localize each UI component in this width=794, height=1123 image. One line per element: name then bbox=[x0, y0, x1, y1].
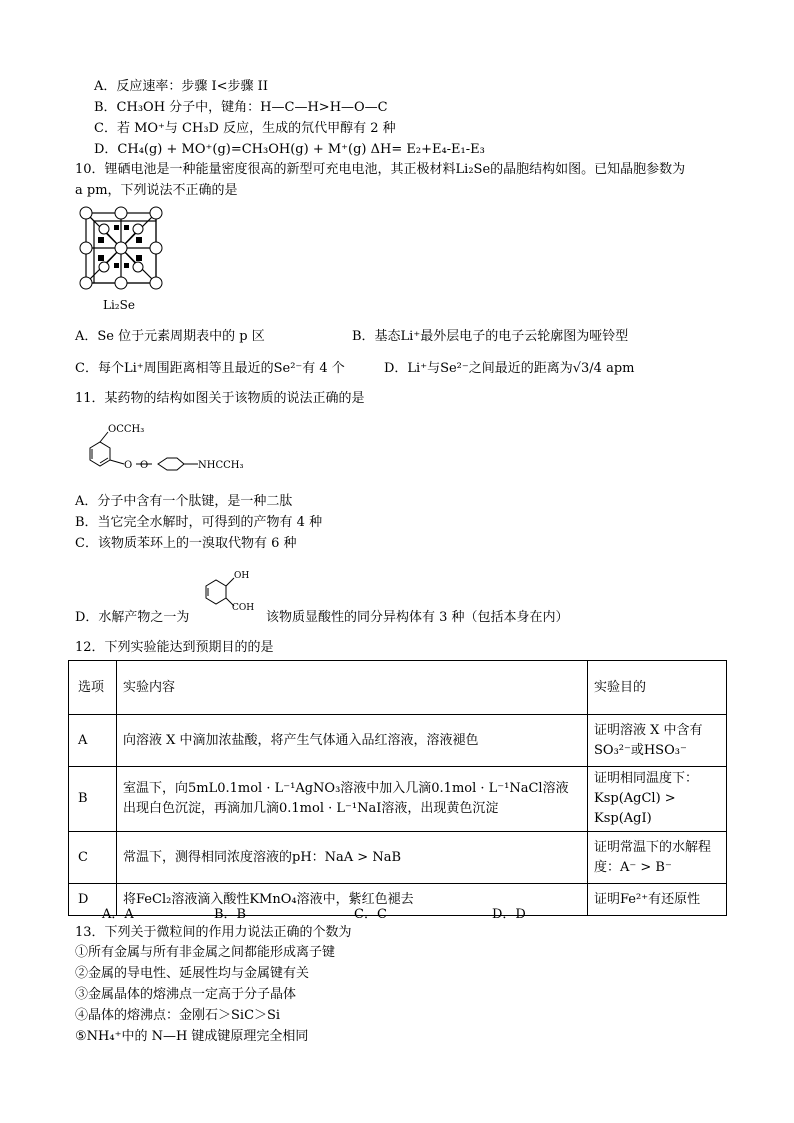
q9-option-d: D．CH₄(g) + MO⁺(g)=CH₃OH(g) + M⁺(g) ΔH= E₂+E₄-E₁-E₃ bbox=[94, 142, 485, 157]
q11-option-d-suffix: 该物质显酸性的同分异构体有 3 种（包括本身在内） bbox=[266, 610, 569, 625]
table-header-purpose: 实验目的 bbox=[588, 661, 727, 715]
q9-option-b: B．CH₃OH 分子中，键角：H—C—H>H—O—C bbox=[94, 100, 388, 115]
q12-answer-b: B．B bbox=[214, 907, 247, 922]
ester-o-label: O bbox=[124, 460, 133, 471]
q11-option-b: B．当它完全水解时，可得到的产物有 4 种 bbox=[75, 515, 323, 530]
q12-stem: 12．下列实验能达到预期目的的是 bbox=[75, 640, 274, 655]
crystal-label: Li₂Se bbox=[103, 298, 135, 312]
drug-structure-diagram bbox=[78, 418, 254, 484]
q10-option-a: A．Se 位于元素周期表中的 p 区 bbox=[75, 329, 265, 344]
q11-stem: 11．某药物的结构如图关于该物质的说法正确的是 bbox=[75, 391, 365, 406]
amide-label: NHCCH₃ bbox=[198, 460, 244, 471]
table-header-option: 选项 bbox=[69, 661, 117, 715]
q13-item-4: ④晶体的熔沸点：金刚石＞SiC＞Si bbox=[75, 1008, 281, 1023]
table-row: A 向溶液 X 中滴加浓盐酸，将产生气体通入品红溶液，溶液褪色 证明溶液 X 中含有 SO₃²⁻或HSO₃⁻ bbox=[69, 715, 727, 767]
q11-option-c: C．该物质苯环上的一溴取代物有 6 种 bbox=[75, 536, 297, 551]
cooh-label: COH bbox=[232, 603, 255, 613]
salicylic-acid-diagram bbox=[196, 566, 256, 626]
q11-option-a: A．分子中含有一个肽键，是一种二肽 bbox=[75, 494, 293, 509]
li2se-unit-cell-diagram bbox=[74, 203, 170, 297]
q13-item-5: ⑤NH₄⁺中的 N—H 键成键原理完全相同 bbox=[75, 1029, 309, 1044]
table-row: D 将FeCl₂溶液滴入酸性KMnO₄溶液中，紫红色褪去 证明Fe²⁺有还原性 bbox=[69, 884, 727, 916]
table-header-content: 实验内容 bbox=[117, 661, 588, 715]
q13-item-1: ①所有金属与所有非金属之间都能形成离子键 bbox=[75, 945, 336, 960]
q13-item-2: ②金属的导电性、延展性均与金属键有关 bbox=[75, 966, 310, 981]
q9-option-c: C．若 MO⁺与 CH₃D 反应，生成的氘代甲醇有 2 种 bbox=[94, 121, 396, 136]
q10-stem-line2: a pm，下列说法不正确的是 bbox=[75, 183, 238, 198]
svg-text:O: O bbox=[140, 460, 149, 471]
q12-answer-a: A．A bbox=[102, 907, 134, 922]
table-row: C 常温下，测得相同浓度溶液的pH：NaA > NaB 证明常温下的水解程度：A⁻ > B⁻ bbox=[69, 832, 727, 884]
q10-option-d: D．Li⁺与Se²⁻之间最近的距离为√3/4 apm bbox=[384, 361, 635, 376]
q12-answer-c: C．C bbox=[354, 907, 387, 922]
q10-stem-line1: 10．锂硒电池是一种能量密度很高的新型可充电电池，其正极材料Li₂Se的晶胞结构如图。已知晶胞参数为 bbox=[75, 162, 686, 177]
q13-item-3: ③金属晶体的熔沸点一定高于分子晶体 bbox=[75, 987, 297, 1002]
q12-answer-d: D．D bbox=[492, 907, 526, 922]
q10-option-b: B．基态Li⁺最外层电子的电子云轮廓图为哑铃型 bbox=[352, 329, 629, 344]
oh-label: OH bbox=[234, 571, 250, 581]
experiment-table bbox=[68, 660, 727, 916]
table-row: B 室温下，向5mL0.1mol · L⁻¹AgNO₃溶液中加入几滴0.1mol · L⁻¹NaCl溶液出现白色沉淀，再滴加几滴0.1mol · L⁻¹NaI溶液，出现黄色沉淀 证明相同温度下：Ksp(AgCl) > Ksp(AgI) bbox=[69, 767, 727, 832]
q10-option-c: C．每个Li⁺周围距离相等且最近的Se²⁻有 4 个 bbox=[75, 361, 345, 376]
q9-option-a: A．反应速率：步骤 I<步骤 II bbox=[94, 79, 268, 94]
q13-stem: 13．下列关于微粒间的作用力说法正确的个数为 bbox=[75, 925, 352, 940]
q11-option-d-prefix: D．水解产物之一为 bbox=[75, 610, 190, 625]
acetoxy-label: OCCH₃ bbox=[108, 424, 145, 435]
